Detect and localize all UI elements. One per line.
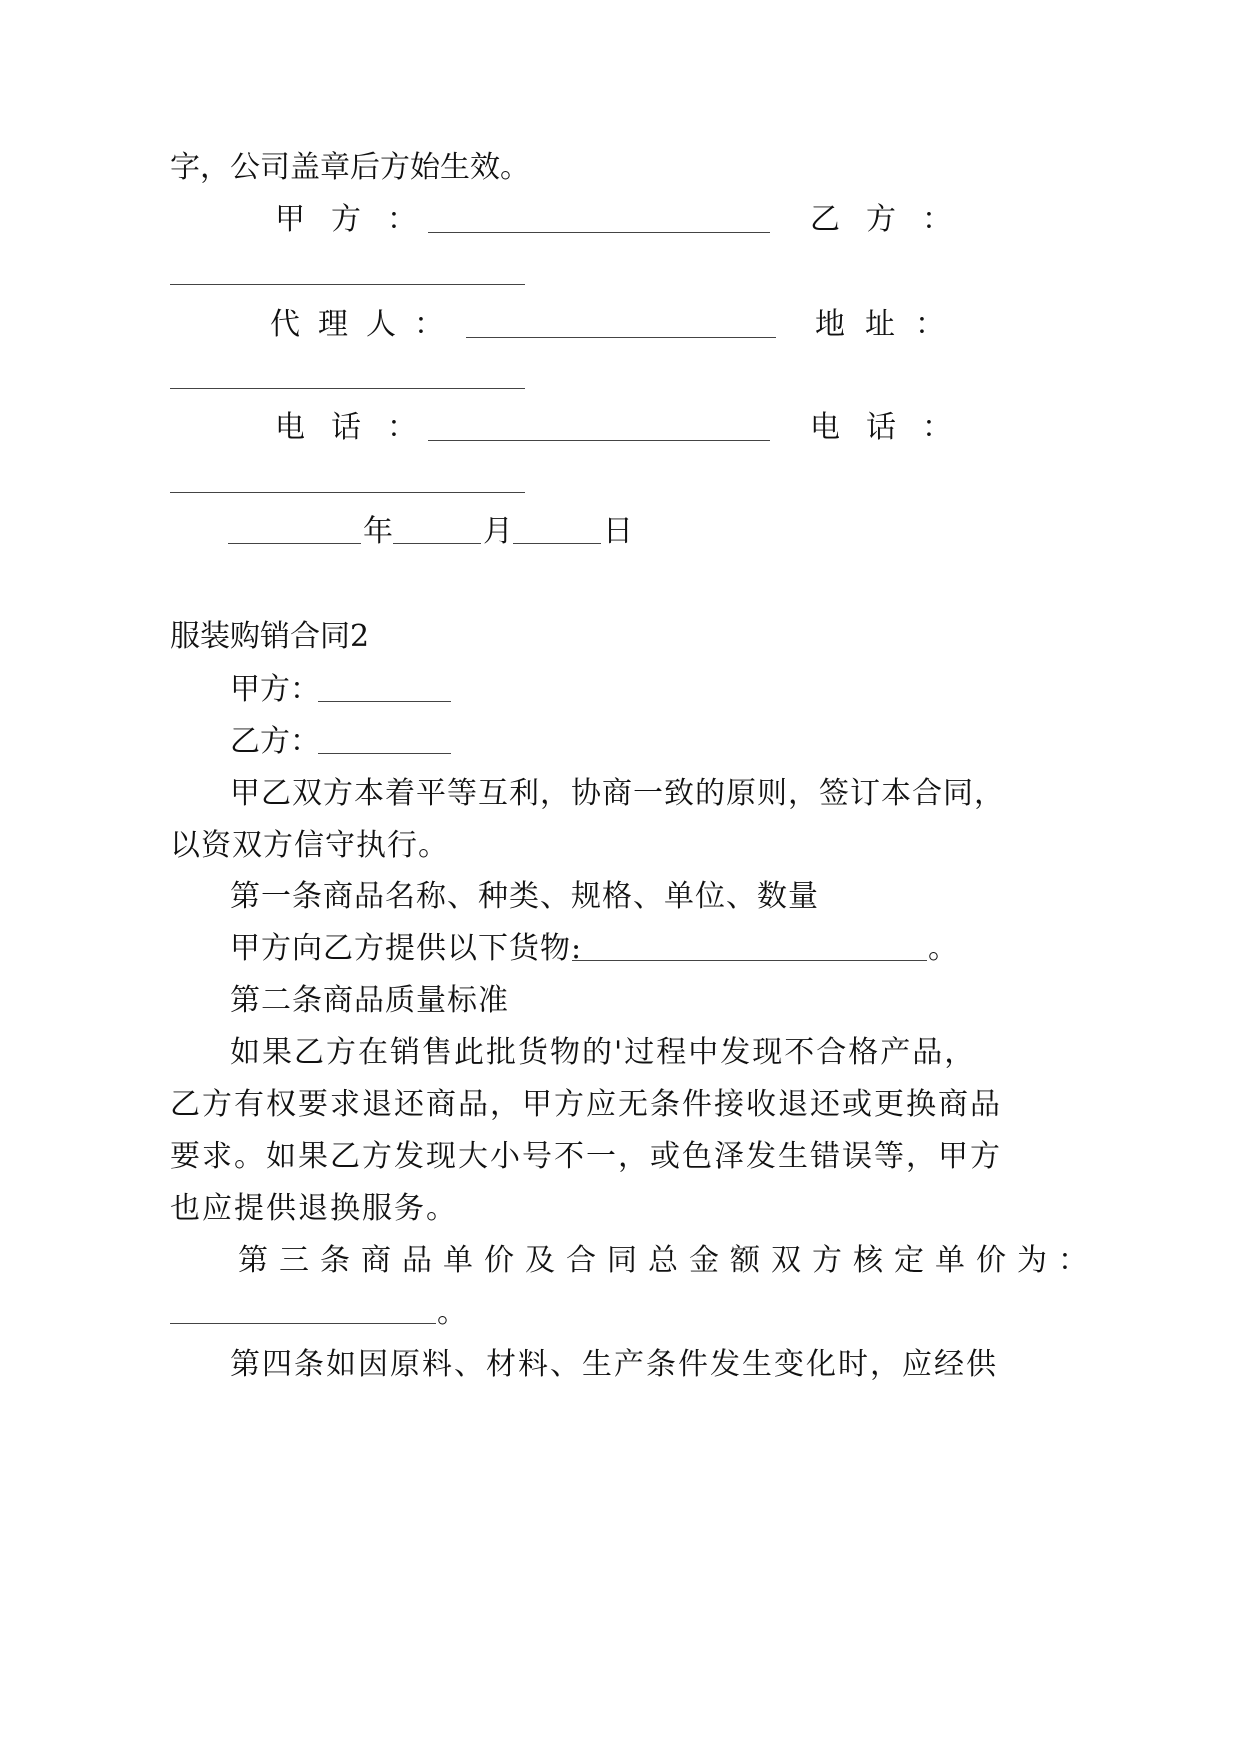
article2-line-3: 要求。如果乙方发现大小号不一，或色泽发生错误等，甲方 xyxy=(170,1139,1002,1174)
goods-blank[interactable] xyxy=(572,960,927,961)
contract-title: 服装购销合同2 xyxy=(170,619,370,654)
contract-party-a-blank[interactable] xyxy=(318,701,451,702)
day-label: 日 xyxy=(603,514,633,549)
paragraph-end: 字，公司盖章后方始生效。 xyxy=(170,150,530,185)
year-label: 年 xyxy=(363,514,393,549)
article2-line-4: 也应提供退换服务。 xyxy=(170,1191,458,1226)
party-b-label: 乙方： xyxy=(810,202,978,237)
contract-party-b-blank[interactable] xyxy=(318,753,451,754)
phone-b-label: 电话： xyxy=(810,410,978,445)
party-a-blank[interactable] xyxy=(428,232,770,233)
article1-end: 。 xyxy=(928,931,958,966)
article2-line-1: 如果乙方在销售此批货物的'过程中发现不合格产品， xyxy=(230,1035,977,1070)
unit-price-blank[interactable] xyxy=(170,1323,436,1324)
article3-end: 。 xyxy=(437,1295,467,1330)
phone-a-blank[interactable] xyxy=(428,440,770,441)
party-a-label: 甲方： xyxy=(275,202,443,237)
phone-a-label: 电话： xyxy=(275,410,443,445)
agent-label: 代理人： xyxy=(270,307,462,342)
party-b-line: 乙方： xyxy=(230,724,320,759)
month-label: 月 xyxy=(483,514,513,549)
phone-b-blank[interactable] xyxy=(170,492,525,493)
day-blank[interactable] xyxy=(513,543,601,544)
article4-line-1: 第四条如因原料、材料、生产条件发生变化时，应经供 xyxy=(230,1347,998,1382)
article2-title: 第二条商品质量标准 xyxy=(230,983,509,1018)
intro-line-2: 以资双方信守执行。 xyxy=(170,828,449,863)
article1-text: 甲方向乙方提供以下货物: xyxy=(230,931,583,966)
party-b-blank[interactable] xyxy=(170,284,525,285)
address-blank[interactable] xyxy=(170,388,525,389)
intro-line-1: 甲乙双方本着平等互利，协商一致的原则，签订本合同， xyxy=(230,776,1005,811)
article3-line-1: 第三条商品单价及合同总金额双方核定单价为： xyxy=(238,1243,1099,1278)
address-label: 地址： xyxy=(815,307,965,342)
year-blank[interactable] xyxy=(228,543,361,544)
article2-line-2: 乙方有权要求退还商品，甲方应无条件接收退还或更换商品 xyxy=(170,1087,1002,1122)
article1-title: 第一条商品名称、种类、规格、单位、数量 xyxy=(230,879,819,914)
party-a-line: 甲方： xyxy=(230,672,320,707)
month-blank[interactable] xyxy=(393,543,481,544)
agent-blank[interactable] xyxy=(466,337,776,338)
